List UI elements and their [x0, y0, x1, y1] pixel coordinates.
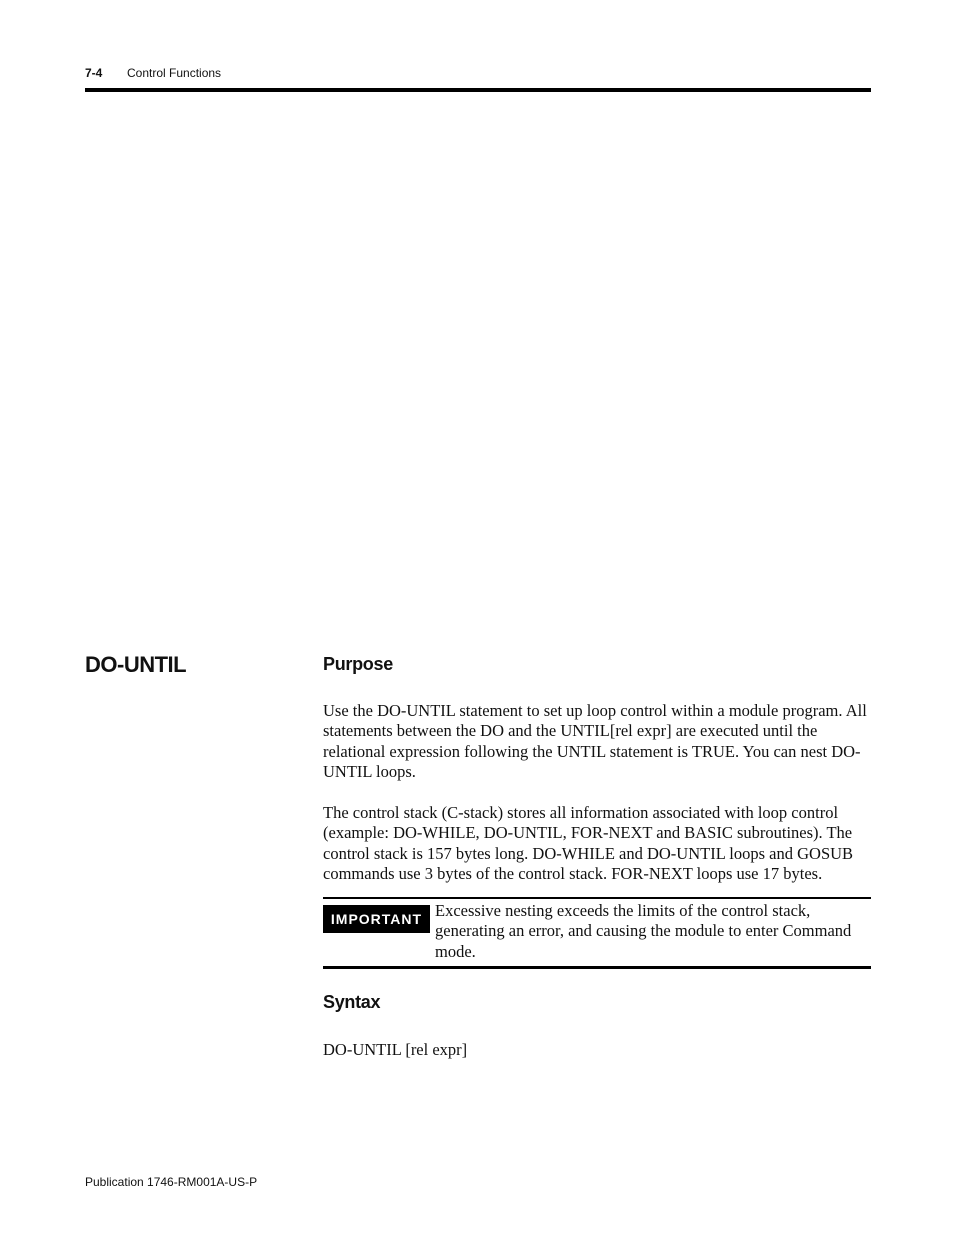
purpose-paragraph-1: Use the DO-UNTIL statement to set up loop control within a module program. All statements between the DO and the UNTIL[rel expr] are executed until the relational expression following the UNTIL statement is TRUE. You can nest DO-UNTIL loops. — [323, 701, 867, 781]
note-bottom-rule — [323, 966, 871, 969]
important-text: Excessive nesting exceeds the limits of the control stack, generating an error, and causing the module to enter Command mode. — [435, 901, 852, 961]
page-number: 7-4 — [85, 66, 103, 80]
section-title: DO-UNTIL — [85, 652, 187, 677]
header-divider — [85, 88, 871, 92]
note-top-rule — [323, 897, 871, 899]
chapter-title: Control Functions — [127, 66, 222, 80]
important-badge: IMPORTANT — [323, 905, 430, 933]
syntax-heading: Syntax — [323, 992, 381, 1012]
important-note — [323, 897, 871, 969]
purpose-heading: Purpose — [323, 654, 393, 674]
syntax-code: DO-UNTIL [rel expr] — [323, 1040, 468, 1059]
purpose-paragraph-2: The control stack (C-stack) stores all information associated with loop control (example: DO-WHILE, DO-UNTIL, FOR-NEXT and BASIC subroutines). The control stack is 157 bytes long. DO-WHILE and DO-UNTIL loops and GOSUB commands use 3 bytes of the control stack. FOR-NEXT loops use 17 bytes. — [323, 803, 854, 883]
publication-footer: Publication 1746-RM001A-US-P — [85, 1175, 258, 1189]
